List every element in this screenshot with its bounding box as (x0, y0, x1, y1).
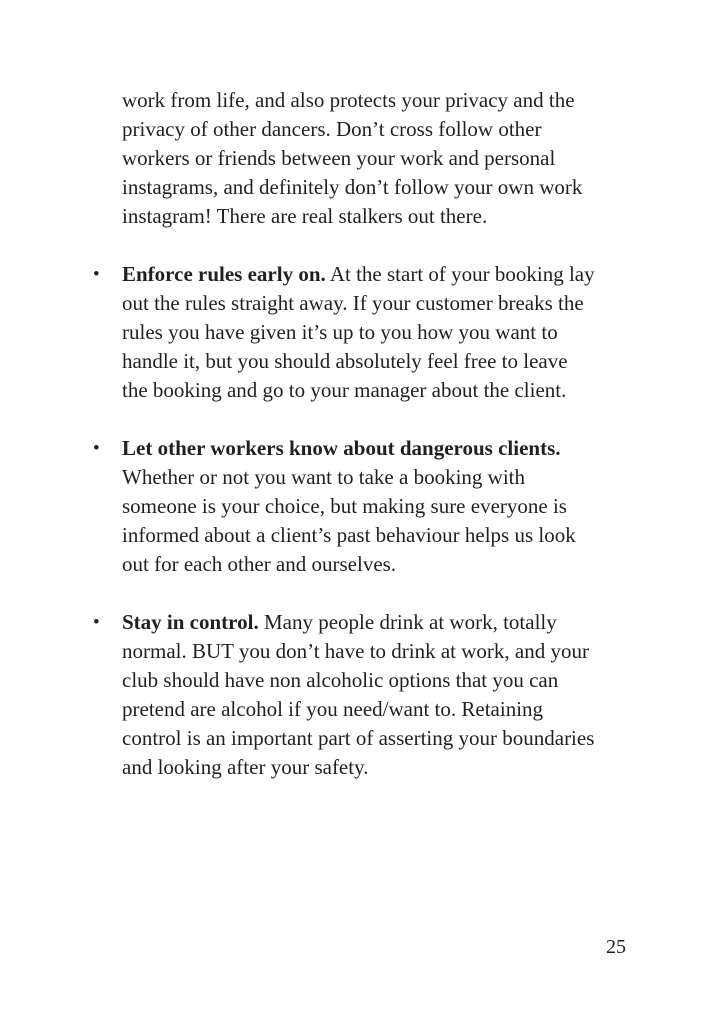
bullet-marker-icon: • (93, 612, 100, 633)
bullet-item-stay-in-control (93, 608, 596, 782)
bullet-marker-icon: • (93, 264, 100, 285)
bullet-body: Whether or not you want to take a booking with someone is your choice, but making sure everyone is informed about a client’s past behaviour helps us look out for each other and ourselves. (122, 465, 576, 576)
bullet-item-enforce-rules (93, 260, 596, 405)
page-number: 25 (606, 936, 626, 958)
bullet-lead: Stay in control. (122, 610, 259, 634)
bullet-marker-icon: • (93, 438, 100, 459)
bullet-body: At the start of your booking lay out the rules straight away. If your customer breaks the rules you have given it’s up to you how you want to handle it, but you should absolutely feel free to leave the booking and go to your manager about the client. (122, 262, 595, 402)
bullet-body: Many people drink at work, totally normal. BUT you don’t have to drink at work, and your club should have non alcoholic options that you can pretend are alcohol if you need/want to. Retaining control is an important part of asserting your boundaries and looking after your safety. (122, 610, 595, 779)
bullet-lead: Enforce rules early on. (122, 262, 326, 286)
bullet-item-warn-others (93, 434, 596, 579)
bullet-lead: Let other workers know about dangerous clients. (122, 436, 561, 460)
bullet-list (93, 260, 596, 782)
intro-paragraph: work from life, and also protects your privacy and the privacy of other dancers. Don’t cross follow other workers or friends between your work and personal instagrams, and definitely don’t follow your own work instagram! There are real stalkers out there. (122, 88, 583, 228)
page-content (93, 86, 596, 782)
